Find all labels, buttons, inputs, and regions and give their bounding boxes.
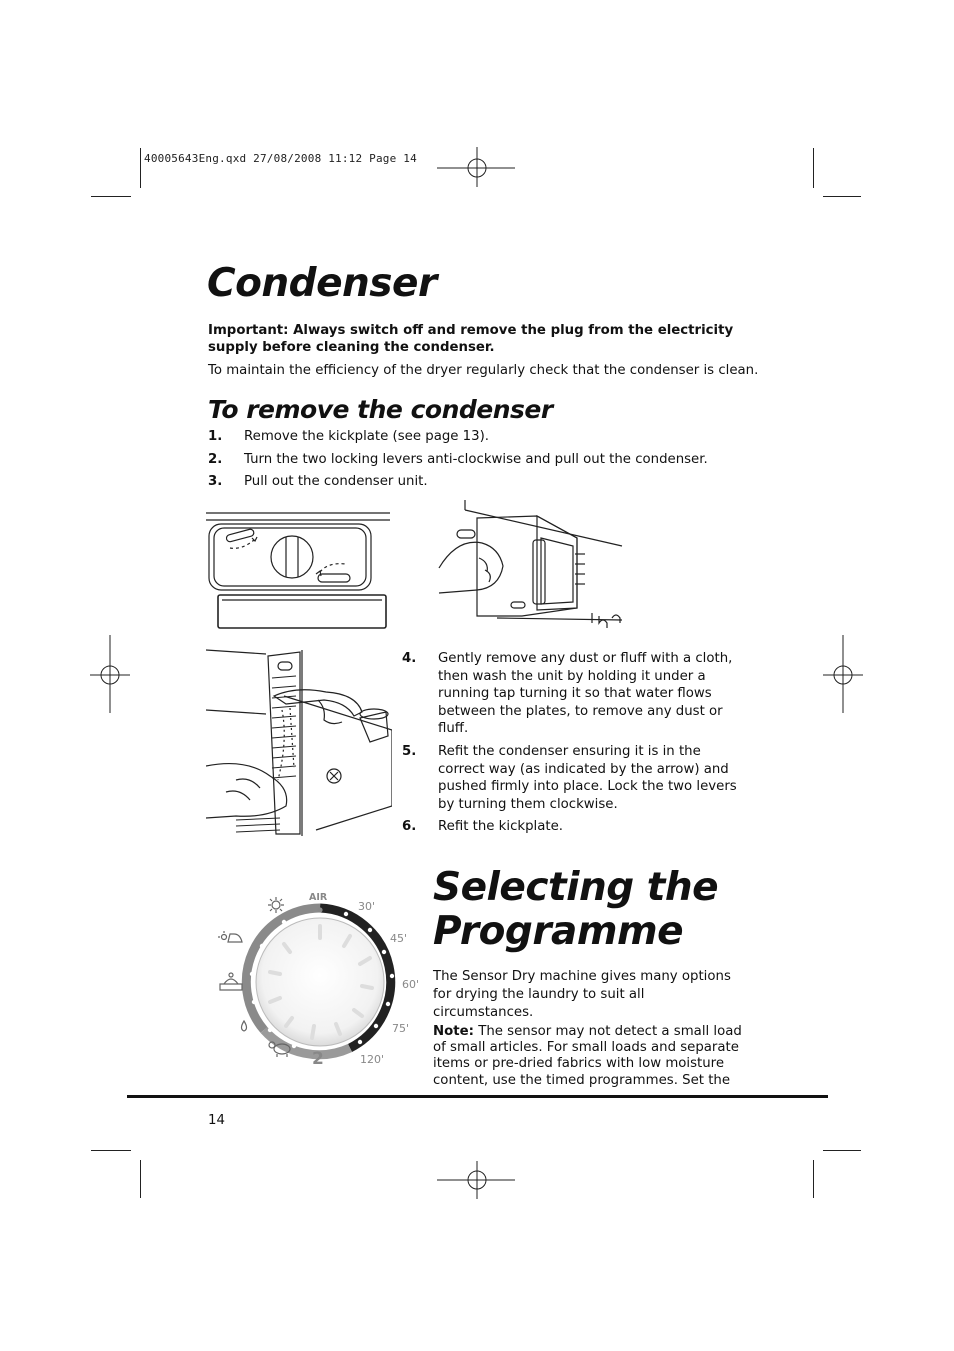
pull-out-condenser-illustration — [437, 498, 627, 633]
dial-timer-120: 120' — [360, 1053, 385, 1066]
section-heading-remove: To remove the condenser — [208, 395, 553, 424]
crop-mark — [823, 1150, 861, 1151]
step-number: 4. — [402, 651, 417, 666]
step-6 — [402, 818, 747, 836]
registration-mark-top — [437, 147, 517, 187]
crop-mark — [91, 196, 131, 197]
step-text: Turn the two locking levers anti-clockwise and pull out the condenser. — [244, 452, 708, 467]
step-4 — [402, 650, 747, 740]
svg-text:2: 2 — [312, 1049, 324, 1069]
page-title: Condenser — [207, 261, 437, 306]
step-1 — [208, 428, 768, 446]
step-number: 3. — [208, 474, 223, 489]
hanger-icon — [220, 973, 242, 990]
dial-timer-30: 30' — [358, 900, 376, 913]
maintain-text: To maintain the efficiency of the dryer regularly check that the condenser is clean. — [208, 363, 759, 378]
step-text: Refit the kickplate. — [438, 819, 563, 834]
kickplate-levers-illustration — [206, 510, 392, 632]
step-number: 5. — [402, 744, 417, 759]
page-number: 14 — [208, 1113, 225, 1128]
crop-mark — [813, 148, 814, 188]
step-text: Remove the kickplate (see page 13). — [244, 429, 490, 444]
note-paragraph — [433, 1024, 748, 1089]
heading-line: Selecting the — [433, 865, 719, 910]
step-number: 2. — [208, 452, 223, 467]
step-text: Refit the condenser ensuring it is in the correct way (as indicated by the arrow) and pushed firmly into place. Lock the two levers by turning them clockwise. — [438, 744, 737, 812]
step-3 — [208, 473, 768, 491]
crop-mark — [813, 1160, 814, 1198]
drop-icon — [242, 1021, 247, 1031]
sensor-text: The Sensor Dry machine gives many options for drying the laundry to suit all circumstances. — [433, 969, 731, 1020]
note-label: Note: — [433, 1024, 474, 1039]
iron-icon — [218, 931, 242, 942]
sun-icon — [268, 897, 284, 913]
registration-mark-right — [823, 635, 863, 715]
step-text: Gently remove any dust or fluff with a cloth, then wash the unit by holding it under a running tap turning it so that water flows between the plates, to remove any dust or fluff. — [438, 651, 733, 737]
step-2 — [208, 451, 768, 469]
crop-mark — [91, 1150, 131, 1151]
important-note: Important: Always switch off and remove the plug from the electricity supply before cleaning the condenser. — [208, 323, 734, 356]
registration-mark-bottom — [437, 1161, 517, 1201]
programme-dial — [212, 880, 432, 1080]
step-5 — [402, 743, 747, 815]
dial-timer-60: 60' — [402, 978, 420, 991]
crop-mark — [140, 1160, 141, 1198]
step-text: Pull out the condenser unit. — [244, 474, 428, 489]
heading-line: Programme — [433, 909, 684, 954]
slug-line: 40005643Eng.qxd 27/08/2008 11:12 Page 14 — [144, 152, 417, 165]
two-icon — [312, 1049, 324, 1069]
footer-rule — [127, 1095, 828, 1098]
crop-mark — [823, 196, 861, 197]
dial-timer-75: 75' — [392, 1022, 410, 1035]
dial-timer-45: 45' — [390, 932, 408, 945]
washing-condenser-illustration — [206, 648, 392, 838]
dial-air-label: AIR — [309, 892, 328, 903]
crop-mark — [140, 148, 141, 188]
section-heading-selecting — [433, 866, 718, 954]
registration-mark-left — [90, 635, 130, 715]
note-text: The sensor may not detect a small load of small articles. For small loads and separate items or pre-dried fabrics with low moisture content, use the timed programmes. Set the — [433, 1024, 742, 1088]
step-number: 6. — [402, 819, 417, 834]
step-number: 1. — [208, 429, 223, 444]
